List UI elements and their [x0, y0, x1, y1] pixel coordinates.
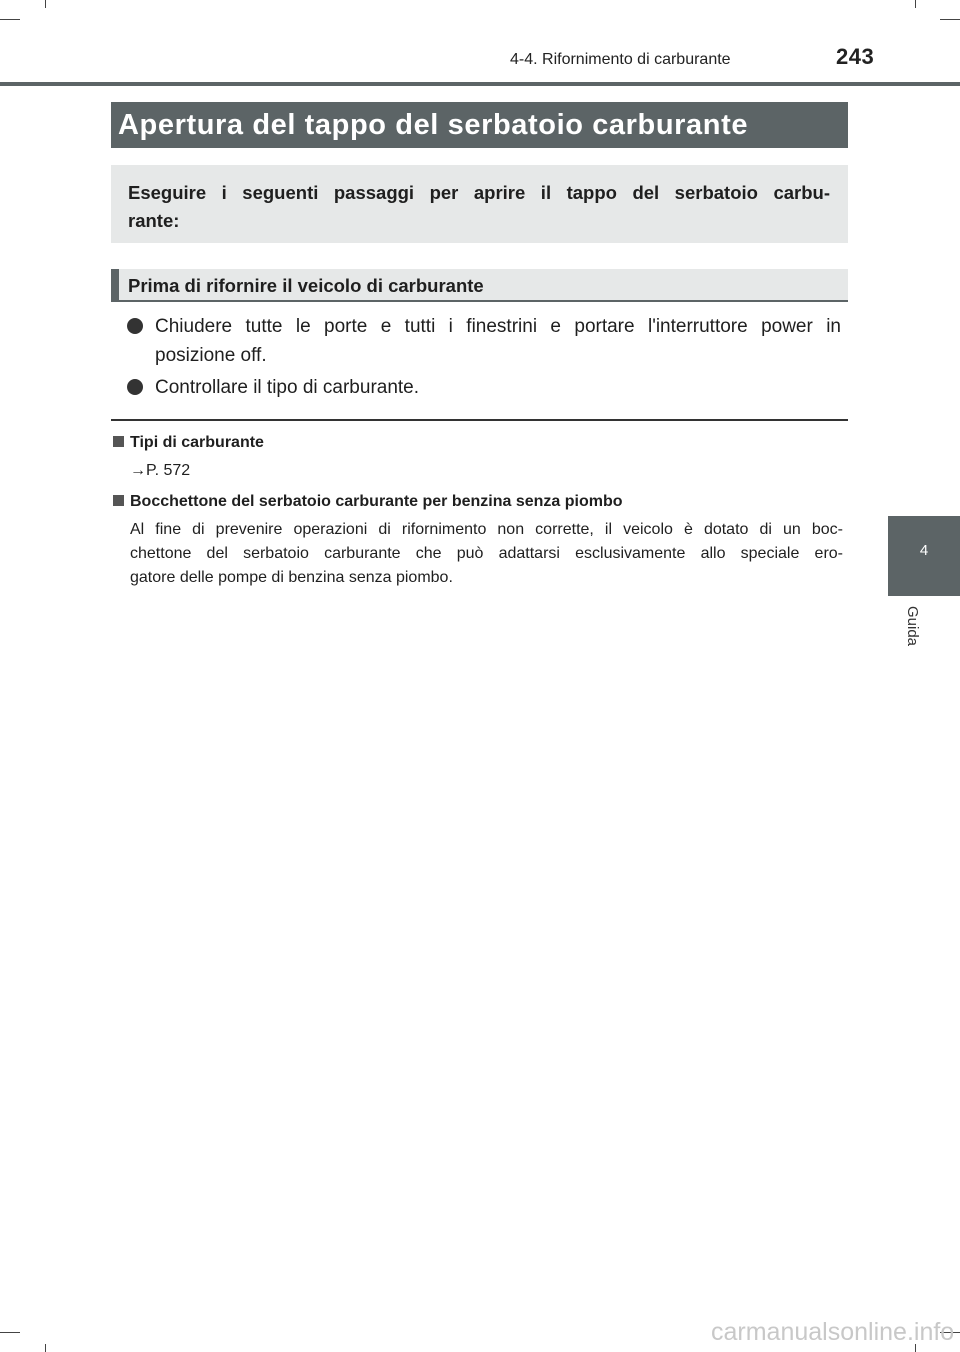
chapter-label: Guida [904, 606, 921, 647]
square-bullet-icon [113, 436, 124, 447]
list-item [127, 312, 841, 370]
crop-mark [915, 0, 916, 8]
crop-mark [0, 19, 20, 20]
list-item [127, 373, 841, 402]
header-rule [0, 82, 960, 86]
crop-mark [45, 0, 46, 8]
watermark: carmanualsonline.info [711, 1318, 955, 1346]
chapter-number: 4 [919, 542, 929, 559]
note-heading: Tipi di carburante [130, 434, 264, 451]
crop-mark [940, 19, 960, 20]
bullet-text: Controllare il tipo di carburante. [155, 377, 420, 398]
bullet-dot-icon [127, 318, 143, 334]
intro-line: rante: [128, 210, 180, 231]
page-reference: →P. 572 [130, 462, 191, 479]
bullet-text: posizione off. [155, 345, 267, 366]
chapter-tab [888, 516, 960, 596]
bullet-text: Chiudere tutte le porte e tutti i finestrini e portare l'interruttore power in [155, 316, 841, 337]
bullet-list [127, 312, 841, 405]
page-number: 243 [836, 44, 875, 69]
crop-mark [0, 1332, 20, 1333]
note-text: Al fine di prevenire operazioni di rifornimento non corrette, il veicolo è dotato di un boc- [130, 521, 843, 538]
note-text: chettone del serbatoio carburante che può adattarsi esclusivamente allo speciale ero- [130, 545, 843, 562]
section-divider [111, 419, 848, 421]
intro-box [111, 165, 848, 243]
crop-mark [45, 1344, 46, 1352]
page-title: Apertura del tappo del serbatoio carburante [111, 102, 848, 148]
note-fuel-types [113, 432, 843, 483]
note-heading: Bocchettone del serbatoio carburante per benzina senza piombo [130, 493, 623, 510]
intro-line: Eseguire i seguenti passaggi per aprire il tappo del serbatoio carbu- [128, 182, 830, 203]
note-unleaded-filler [113, 491, 843, 590]
bullet-dot-icon [127, 379, 143, 395]
note-text: gatore delle pompe di benzina senza piombo. [130, 569, 453, 586]
square-bullet-icon [113, 495, 124, 506]
subsection-title: Prima di rifornire il veicolo di carburante [111, 269, 848, 302]
header-section-title: 4-4. Rifornimento di carburante [510, 51, 731, 68]
